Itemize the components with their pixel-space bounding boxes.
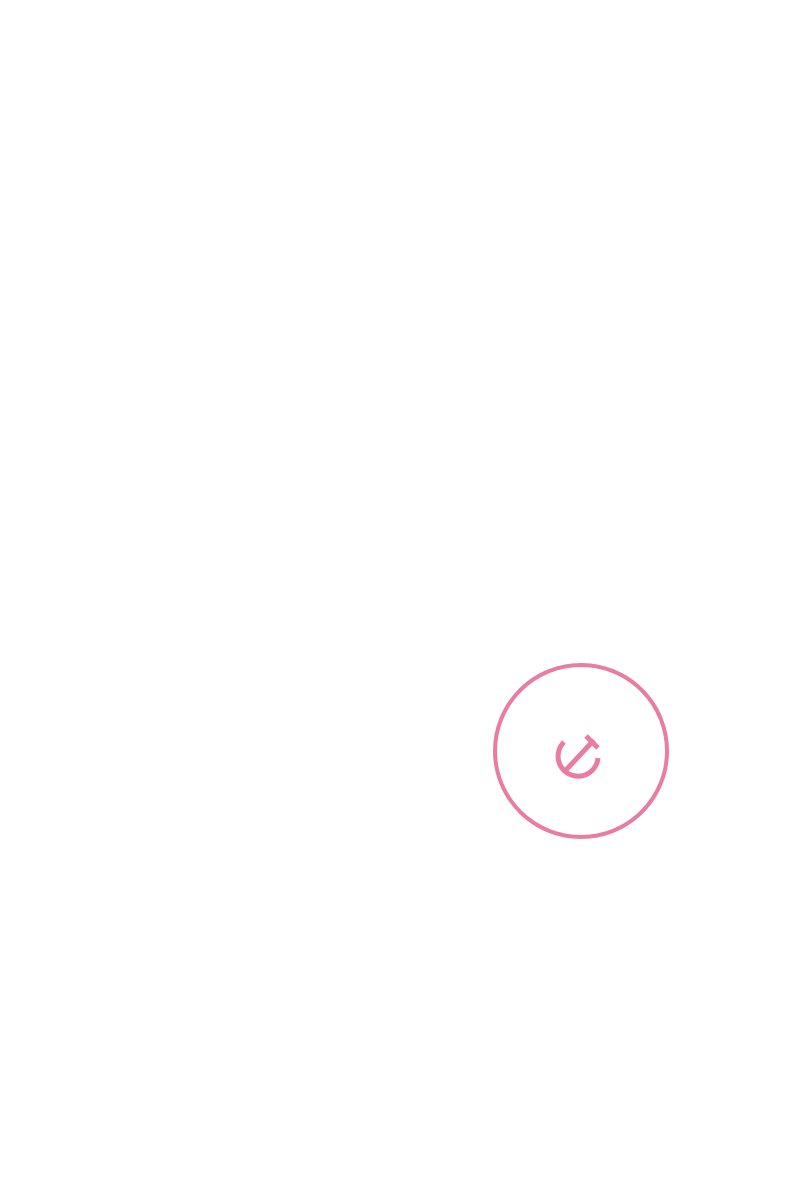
official-seal [490,660,672,842]
seal-ring [495,665,667,837]
seal-emblem-icon [558,736,598,776]
page-title [0,96,800,136]
